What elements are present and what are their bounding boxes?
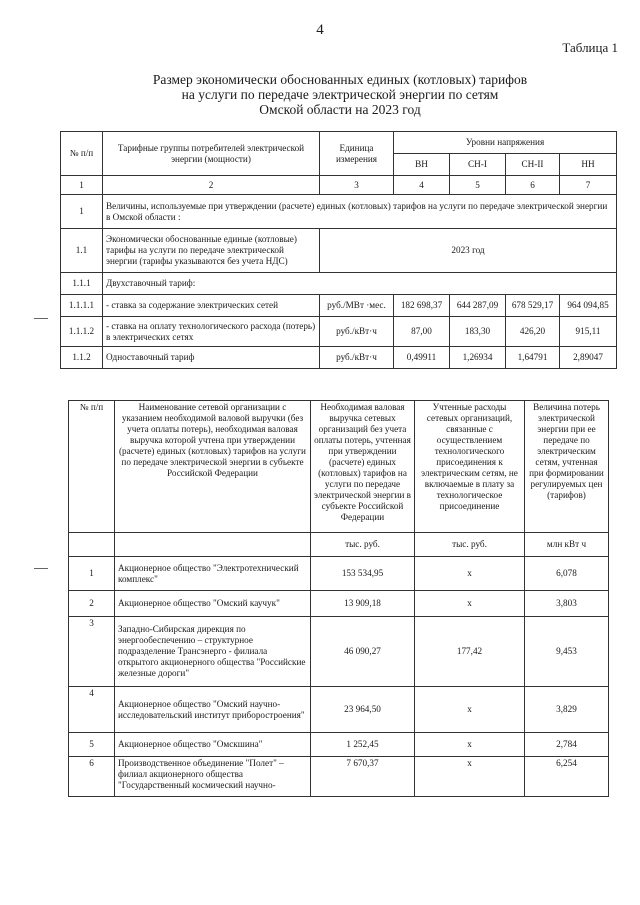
nvv-value: 1 252,45 bbox=[311, 733, 415, 757]
tariff-table bbox=[60, 131, 617, 369]
header-tp: Учтенные расходы сетевых организаций, связанные с осуществлением технологического присоединения к электрическим сетям, не включаемые в плату за технологическое присоединение bbox=[415, 401, 525, 533]
header-sn2: СН-II bbox=[506, 154, 560, 176]
value-vn: 182 698,37 bbox=[394, 295, 450, 317]
tp-value: х bbox=[415, 757, 525, 797]
org-name: Акционерное общество "Омский научно-исследовательский институт приборостроения" bbox=[115, 687, 311, 733]
row-num: 1 bbox=[61, 195, 103, 229]
row-text: Величины, используемые при утверждении (расчете) единых (котловых) тарифов на услуги по передаче электрической энергии в Омской области : bbox=[103, 195, 617, 229]
unit-tp: тыс. руб. bbox=[415, 533, 525, 557]
table-row bbox=[61, 347, 617, 369]
title-line-3: Омской области на 2023 год bbox=[259, 102, 421, 117]
row-unit: руб./кВт·ч bbox=[320, 347, 394, 369]
row-text: Двухставочный тариф: bbox=[103, 273, 617, 295]
margin-mark bbox=[34, 568, 48, 569]
tp-value: х bbox=[415, 687, 525, 733]
header-num: № п/п bbox=[69, 401, 115, 533]
value-nn: 2,89047 bbox=[560, 347, 617, 369]
network-organizations-table bbox=[68, 400, 609, 797]
nvv-value: 7 670,37 bbox=[311, 757, 415, 797]
losses-value: 6,254 bbox=[525, 757, 609, 797]
row-unit: руб./МВт ·мес. bbox=[320, 295, 394, 317]
header-nvv: Необходимая валовая выручка сетевых организаций без учета оплаты потерь, учтенная при утверждении (расчете) единых (котловых) тарифов на услуги по передаче электрической энергии в субъекте Российской Федерации bbox=[311, 401, 415, 533]
nvv-value: 13 909,18 bbox=[311, 591, 415, 617]
col-number: 6 bbox=[506, 176, 560, 195]
header-org: Наименование сетевой организации с указанием необходимой валовой выручки (без учета оплаты потерь), необходимая валовая выручка которой учтена при утверждении (расчете) единых (котловых) тарифов на услуги по передаче электрической энергии в субъекте Российской Федерации bbox=[115, 401, 311, 533]
table-row bbox=[69, 617, 609, 687]
header-levels: Уровни напряжения bbox=[394, 132, 617, 154]
table-row bbox=[61, 295, 617, 317]
col-number: 2 bbox=[103, 176, 320, 195]
tariff-year: 2023 год bbox=[320, 229, 617, 273]
title-line-1: Размер экономически обоснованных единых (котловых) тарифов bbox=[152, 72, 528, 87]
table-row bbox=[61, 229, 617, 273]
row-num: 4 bbox=[69, 687, 115, 733]
row-text: - ставка на оплату технологического расхода (потерь) в электрических сетях bbox=[103, 317, 320, 347]
org-name: Западно-Сибирская дирекция по энергообеспечению – структурное подразделение Трансэнерго - филиала открытого акционерного общества "Российские железные дороги" bbox=[115, 617, 311, 687]
header-unit: Единица измерения bbox=[320, 132, 394, 176]
org-name: Производственное объединение "Полет" – филиал акционерного общества "Государственный космический научно- bbox=[115, 757, 311, 797]
row-num: 1 bbox=[69, 557, 115, 591]
header-sn1: СН-I bbox=[450, 154, 506, 176]
org-name: Акционерное общество "Омский каучук" bbox=[115, 591, 311, 617]
value-sn2: 678 529,17 bbox=[506, 295, 560, 317]
col-number: 5 bbox=[450, 176, 506, 195]
row-num: 3 bbox=[69, 617, 115, 687]
unit-nvv: тыс. руб. bbox=[311, 533, 415, 557]
table-row bbox=[61, 317, 617, 347]
losses-value: 6,078 bbox=[525, 557, 609, 591]
row-num: 1.1.1.2 bbox=[61, 317, 103, 347]
row-num: 5 bbox=[69, 733, 115, 757]
org-name: Акционерное общество "Омскшина" bbox=[115, 733, 311, 757]
table-row bbox=[69, 591, 609, 617]
value-vn: 87,00 bbox=[394, 317, 450, 347]
tp-value: х bbox=[415, 557, 525, 591]
row-unit: руб./кВт·ч bbox=[320, 317, 394, 347]
table-row bbox=[69, 757, 609, 797]
tp-value: 177,42 bbox=[415, 617, 525, 687]
header-num: № п/п bbox=[61, 132, 103, 176]
document-title bbox=[120, 72, 560, 117]
nvv-value: 23 964,50 bbox=[311, 687, 415, 733]
row-num: 1.1.1.1 bbox=[61, 295, 103, 317]
row-num: 6 bbox=[69, 757, 115, 797]
losses-value: 3,829 bbox=[525, 687, 609, 733]
row-num: 1.1.1 bbox=[61, 273, 103, 295]
table-row bbox=[69, 733, 609, 757]
losses-value: 3,803 bbox=[525, 591, 609, 617]
header-group: Тарифные группы потребителей электрической энергии (мощности) bbox=[103, 132, 320, 176]
tp-value: х bbox=[415, 733, 525, 757]
losses-value: 2,784 bbox=[525, 733, 609, 757]
title-line-2: на услуги по передаче электрической энергии по сетям bbox=[181, 87, 499, 102]
margin-mark bbox=[34, 318, 48, 319]
table-row bbox=[61, 273, 617, 295]
value-sn1: 1,26934 bbox=[450, 347, 506, 369]
table-row bbox=[61, 195, 617, 229]
value-sn1: 183,30 bbox=[450, 317, 506, 347]
header-vn: ВН bbox=[394, 154, 450, 176]
col-number: 3 bbox=[320, 176, 394, 195]
row-text: Экономически обоснованные единые (котловые) тарифы на услуги по передаче электрической энергии (тарифы указываются без учета НДС) bbox=[103, 229, 320, 273]
row-num: 1.1 bbox=[61, 229, 103, 273]
value-sn1: 644 287,09 bbox=[450, 295, 506, 317]
org-name: Акционерное общество "Электротехнический комплекс" bbox=[115, 557, 311, 591]
value-sn2: 426,20 bbox=[506, 317, 560, 347]
unit-losses: млн кВт ч bbox=[525, 533, 609, 557]
value-vn: 0,49911 bbox=[394, 347, 450, 369]
col-number: 7 bbox=[560, 176, 617, 195]
page-number: 4 bbox=[316, 22, 324, 38]
value-sn2: 1,64791 bbox=[506, 347, 560, 369]
col-number: 1 bbox=[61, 176, 103, 195]
col-number: 4 bbox=[394, 176, 450, 195]
row-text: Одноставочный тариф bbox=[103, 347, 320, 369]
row-num: 1.1.2 bbox=[61, 347, 103, 369]
table-label: Таблица 1 bbox=[562, 40, 618, 55]
nvv-value: 153 534,95 bbox=[311, 557, 415, 591]
header-losses: Величина потерь электрической энергии при ее передаче по электрическим сетям, учтенная при формировании регулируемых цен (тарифов) bbox=[525, 401, 609, 533]
value-nn: 915,11 bbox=[560, 317, 617, 347]
nvv-value: 46 090,27 bbox=[311, 617, 415, 687]
row-text: - ставка за содержание электрических сетей bbox=[103, 295, 320, 317]
losses-value: 9,453 bbox=[525, 617, 609, 687]
table-row bbox=[69, 687, 609, 733]
header-nn: НН bbox=[560, 154, 617, 176]
table-row bbox=[69, 557, 609, 591]
row-num: 2 bbox=[69, 591, 115, 617]
value-nn: 964 094,85 bbox=[560, 295, 617, 317]
tp-value: х bbox=[415, 591, 525, 617]
